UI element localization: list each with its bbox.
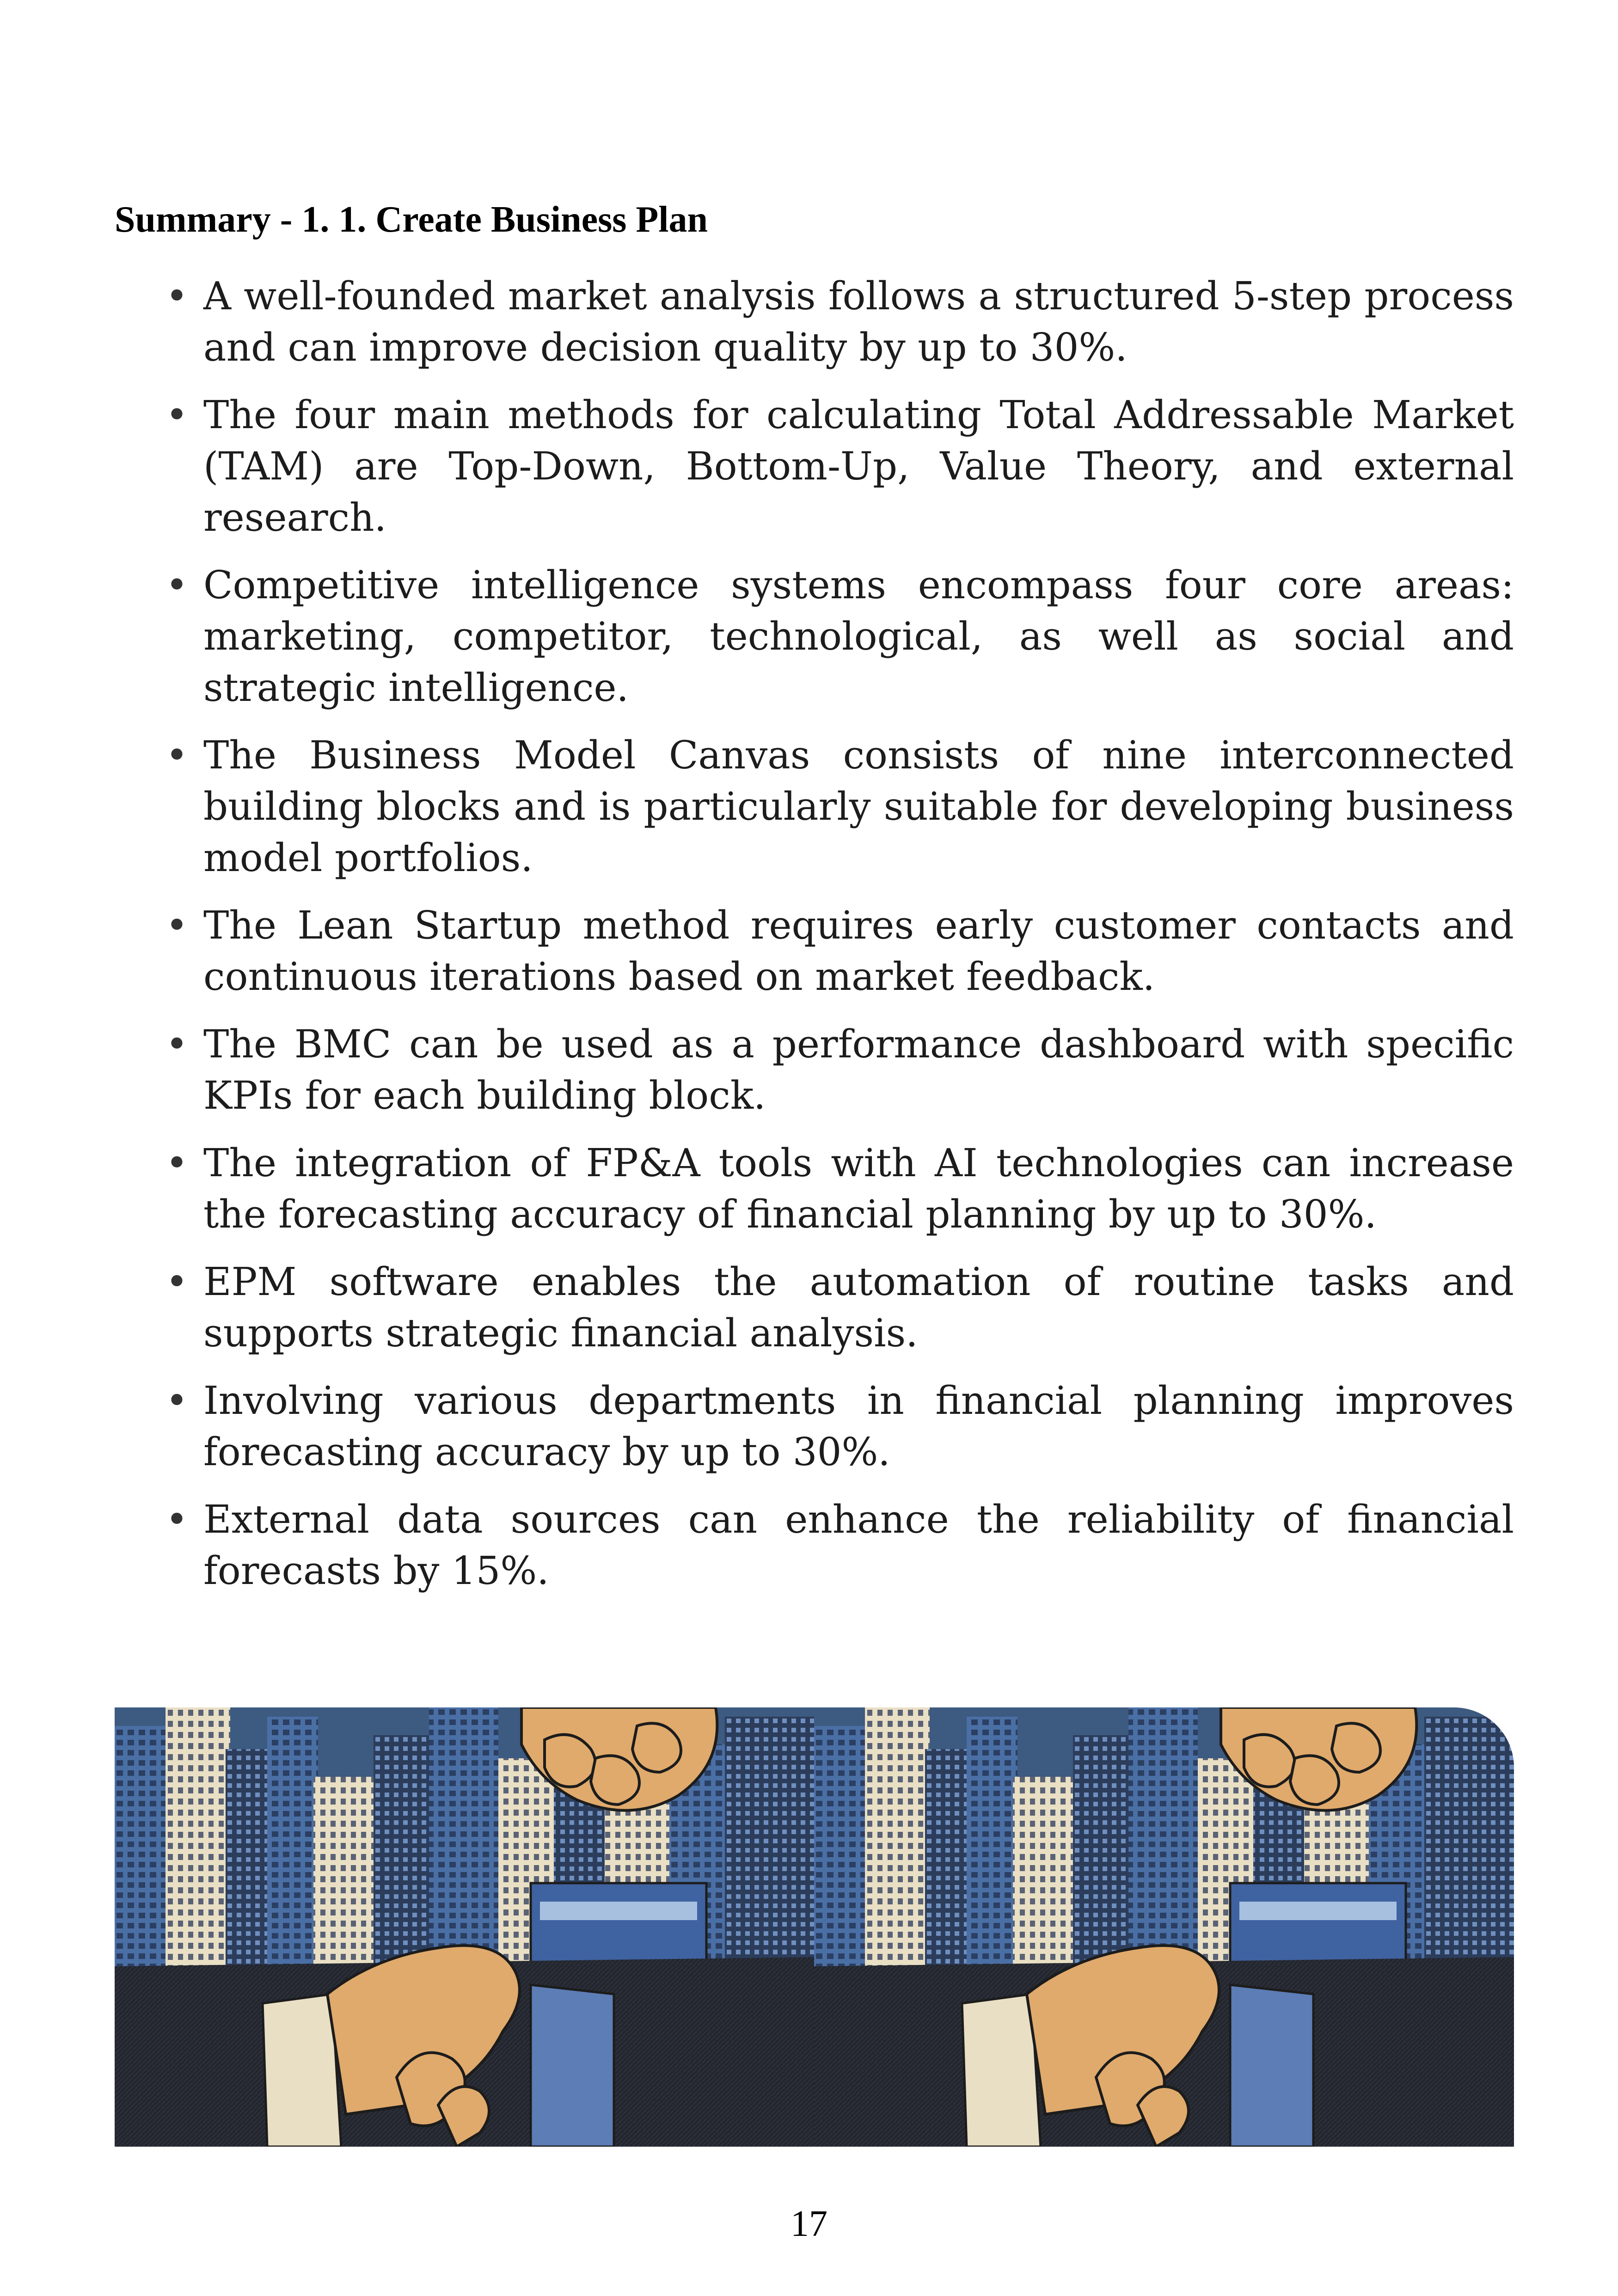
bullet-text: The integration of FP&A tools with AI technologies can increase the forecasting accuracy of financial planning by up to 30%. [203,1141,1514,1237]
bullet-item [157,1494,1514,1596]
summary-bullet-list [157,270,1514,1613]
bullet-dot: • [165,1022,188,1067]
bullet-text: EPM software enables the automation of routine tasks and supports strategic financial analysis. [203,1259,1514,1356]
bullet-text: Involving various departments in financial planning improves forecasting accuracy by up to 30%. [203,1378,1514,1474]
bullet-item [157,730,1514,884]
page-number: 17 [791,2204,827,2244]
bullet-text: A well-founded market analysis follows a structured 5-step process and can improve decision quality by up to 30%. [203,274,1514,370]
bullet-dot: • [165,733,188,778]
section-heading: Summary - 1. 1. Create Business Plan [115,199,708,240]
bullet-dot: • [165,563,188,608]
bullet-text: The Business Model Canvas consists of nine interconnected building blocks and is particularly suitable for developing business model portfolios. [203,733,1514,880]
bullet-text: The Lean Startup method requires early customer contacts and continuous iterations based on market feedback. [203,903,1514,999]
bullet-text: External data sources can enhance the reliability of financial forecasts by 15%. [203,1497,1514,1593]
handshake-illustration [115,1707,1514,2147]
bullet-item [157,1137,1514,1240]
bullet-item [157,389,1514,543]
bullet-text: The BMC can be used as a performance dashboard with specific KPIs for each building block. [203,1022,1514,1118]
bullet-dot: • [165,1141,188,1185]
bullet-item [157,1375,1514,1478]
bullet-dot: • [165,1378,188,1423]
bullet-text: Competitive intelligence systems encompass four core areas: marketing, competitor, technological, as well as social and strategic intelligence. [203,563,1514,710]
bullet-dot: • [165,903,188,948]
handshake-cityscape-image [115,1707,1514,2147]
bullet-item [157,1019,1514,1121]
bullet-item [157,270,1514,373]
bullet-item [157,900,1514,1002]
bullet-dot: • [165,274,188,319]
bullet-dot: • [165,1497,188,1542]
bullet-item [157,559,1514,713]
bullet-dot: • [165,1259,188,1304]
bullet-item [157,1256,1514,1359]
bullet-dot: • [165,393,188,437]
bullet-text: The four main methods for calculating Total Addressable Market (TAM) are Top-Down, Bottom-Up, Value Theory, and external research. [203,393,1514,540]
